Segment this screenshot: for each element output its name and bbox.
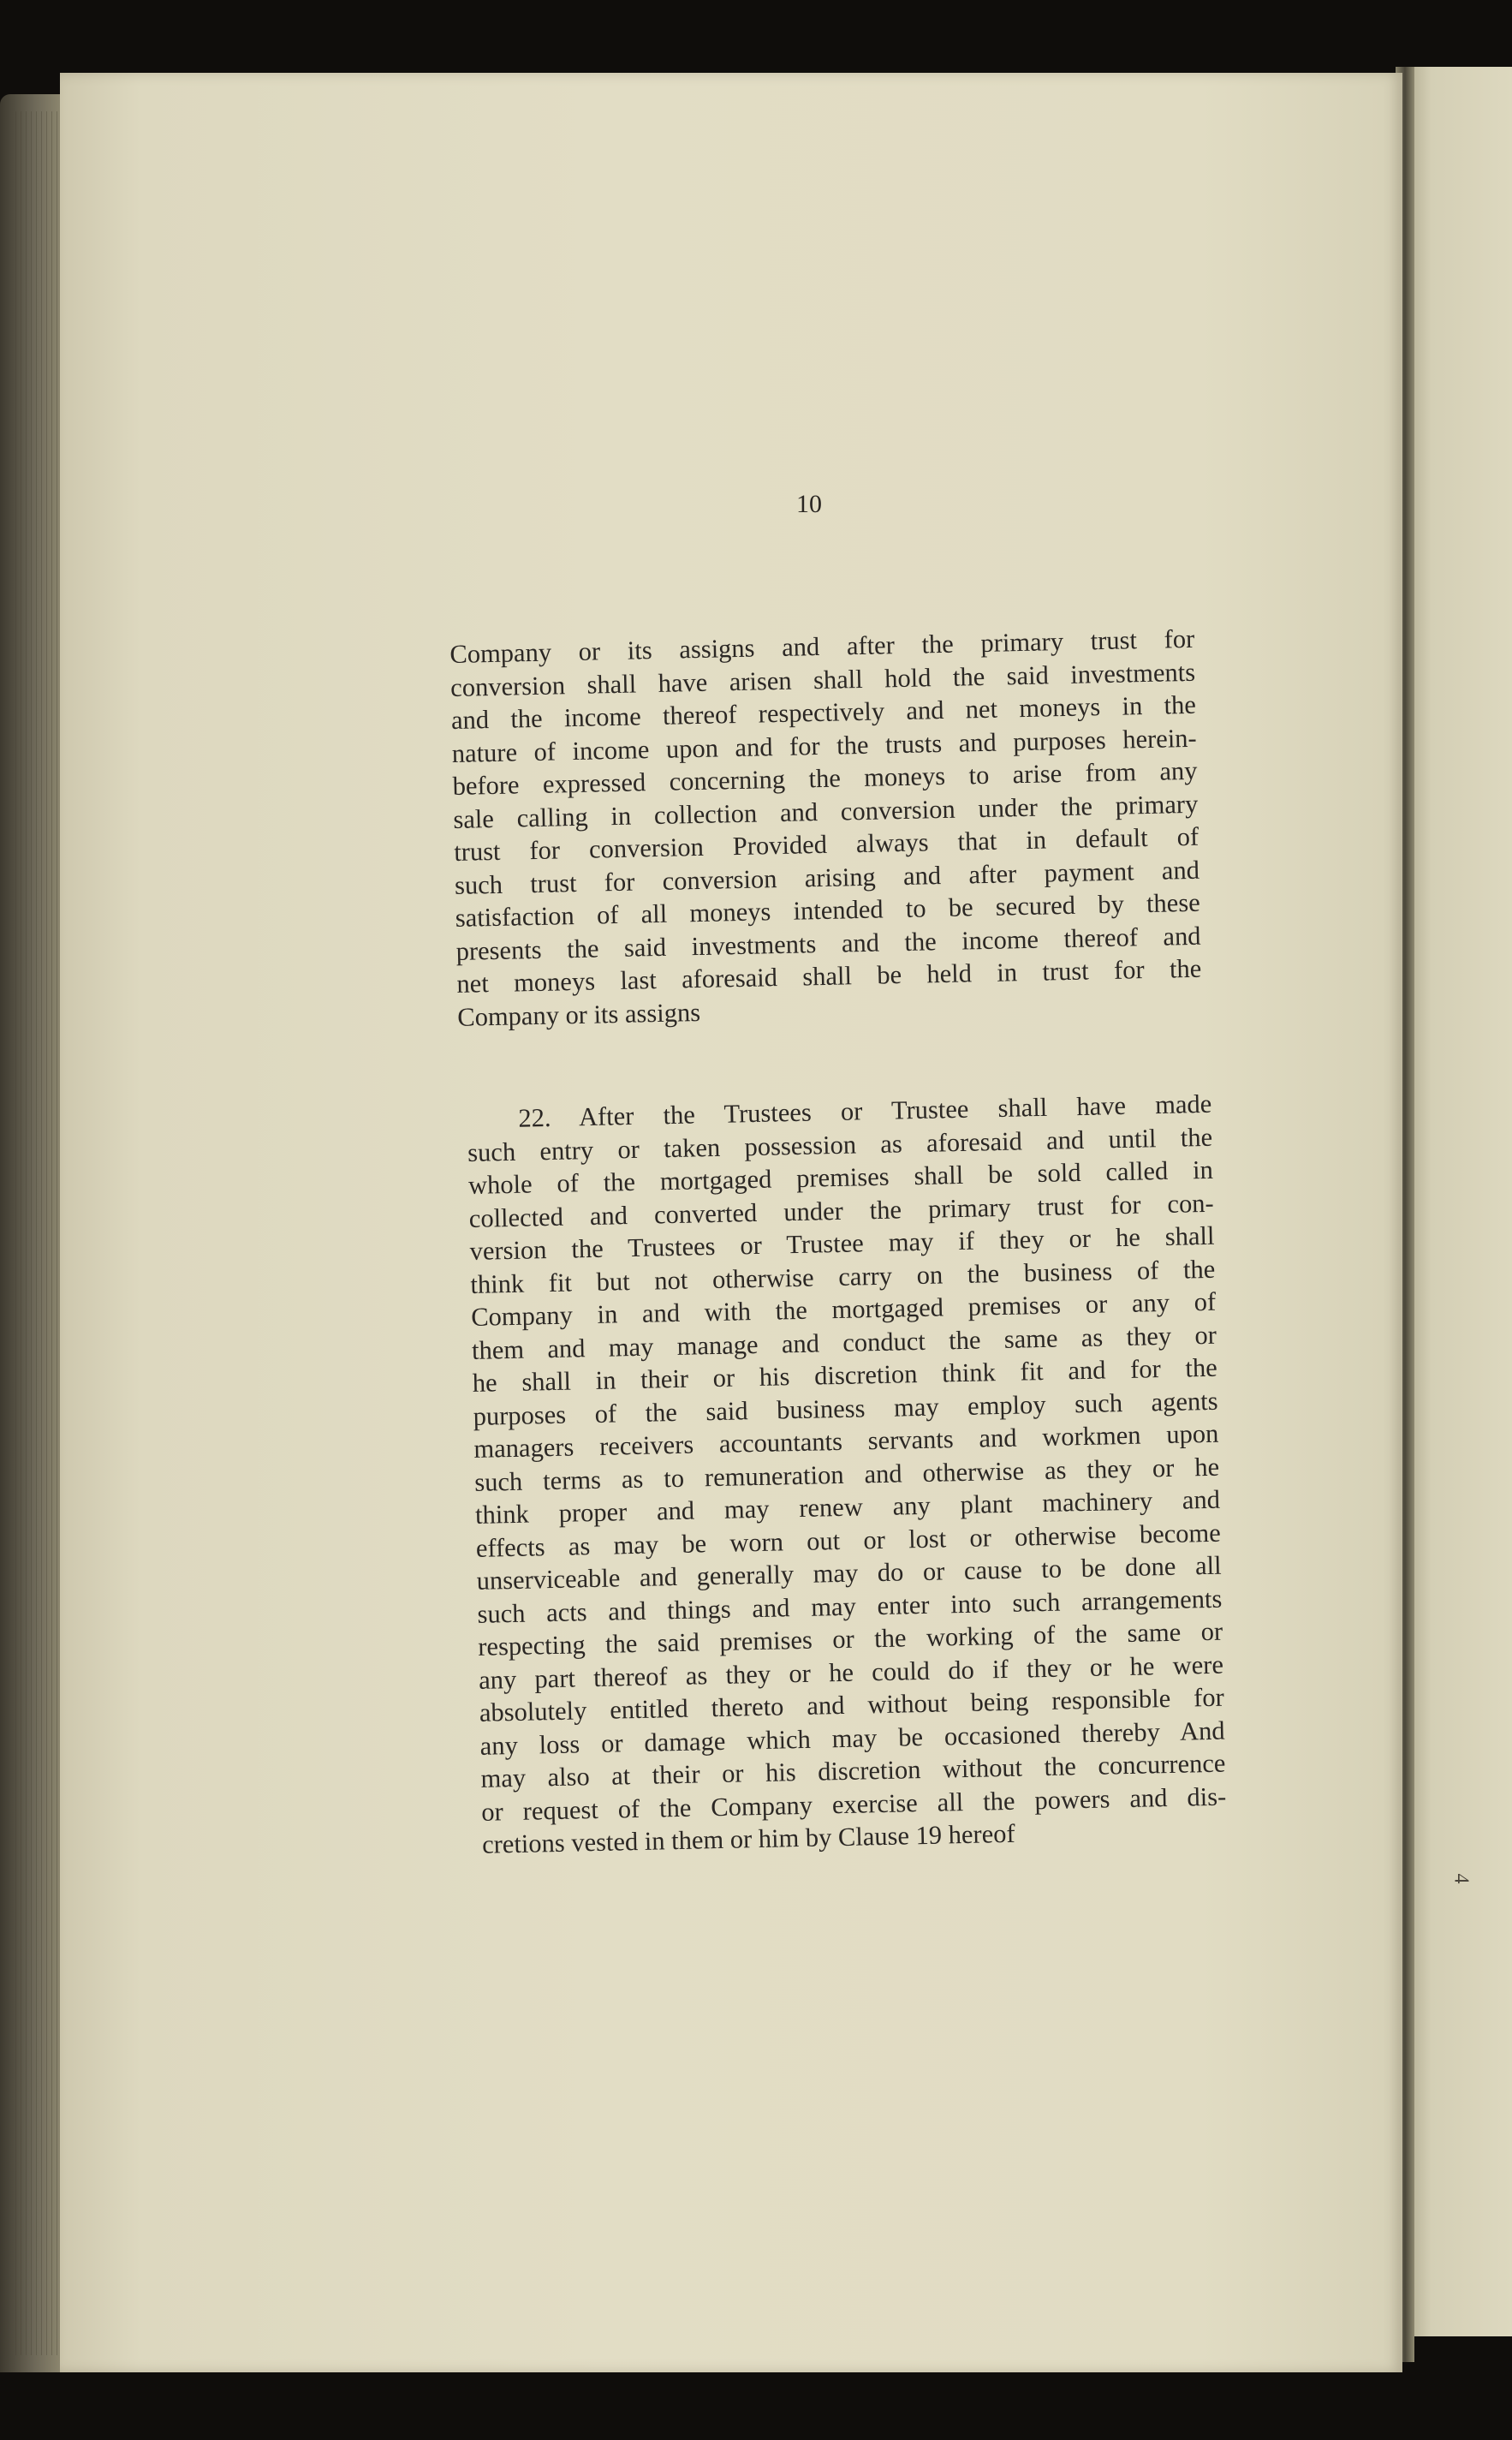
text-line: and the income thereof respectively and net moneys in the xyxy=(450,689,1197,735)
text-line: any part thereof as they or he could do if they or he were xyxy=(478,1650,1224,1695)
text-line: conversion shall have arisen shall hold the said investments xyxy=(449,657,1196,702)
text-line: Company in and with the mortgaged premises or any of xyxy=(470,1286,1217,1332)
text-line: 22. After the Trustees or Trustee shall have made xyxy=(518,1089,1212,1133)
text-line: Company or its assigns xyxy=(456,997,701,1032)
text-line: absolutely entitled thereto and without being responsible for xyxy=(479,1682,1225,1727)
text-line: trust for conversion Provided always that in default of xyxy=(453,821,1199,867)
text-line: such trust for conversion arising and after payment and xyxy=(454,855,1200,900)
text-line: nature of income upon and for the trusts and purposes herein- xyxy=(451,723,1197,768)
text-line: such acts and things and may enter into such arrangements xyxy=(477,1584,1223,1629)
text-line: whole of the mortgaged premises shall be sold called in xyxy=(467,1154,1214,1200)
text-line: them and may manage and conduct the same as they or xyxy=(471,1320,1217,1365)
text-line: such entry or taken possession as aforesaid and until the xyxy=(467,1122,1213,1167)
text-line: think fit but not otherwise carry on the business of the xyxy=(470,1254,1216,1299)
text-line: cretions vested in them or him by Clause 19 hereof xyxy=(481,1818,1015,1859)
text-line: any loss or damage which may be occasioned thereby And xyxy=(479,1715,1225,1761)
text-line: he shall in their or his discretion think fit and for the xyxy=(472,1352,1218,1398)
text-line: effects as may be worn out or lost or otherwise become xyxy=(475,1518,1222,1563)
text-line: satisfaction of all moneys intended to be secured by these xyxy=(455,887,1201,933)
text-line: such terms as to remuneration and otherwise as they or he xyxy=(473,1452,1220,1497)
text-line: or request of the Company exercise all the powers and dis- xyxy=(480,1781,1227,1827)
text-line: Company or its assigns and after the primary trust for xyxy=(449,623,1195,669)
page-number: 10 xyxy=(796,490,822,518)
text-line: before expressed concerning the moneys to arise from any xyxy=(452,755,1198,801)
text-line: purposes of the said business may employ such agents xyxy=(473,1386,1218,1431)
text-line: version the Trustees or Trustee may if they or he shall xyxy=(469,1220,1215,1266)
text-line: think proper and may renew any plant machinery and xyxy=(474,1484,1221,1530)
text-line: sale calling in collection and conversion under the primary xyxy=(453,789,1199,834)
facing-page xyxy=(1411,67,1512,2336)
margin-mark: 4 xyxy=(1449,1873,1473,1884)
paragraph-22 xyxy=(467,1088,1227,1862)
text-line: presents the said investments and the income thereof and xyxy=(455,921,1201,966)
text-line: respecting the said premises or the working of the same or xyxy=(477,1616,1223,1661)
text-line: net moneys last aforesaid shall be held in trust for the xyxy=(456,953,1202,999)
text-line: collected and converted under the primary trust for con- xyxy=(468,1188,1214,1233)
text-line: may also at their or his discretion without the concurrence xyxy=(480,1748,1226,1793)
text-line: managers receivers accountants servants and workmen upon xyxy=(473,1418,1219,1464)
text-line: unserviceable and generally may do or cause to be done all xyxy=(476,1550,1222,1596)
paragraph-1 xyxy=(449,623,1202,1034)
